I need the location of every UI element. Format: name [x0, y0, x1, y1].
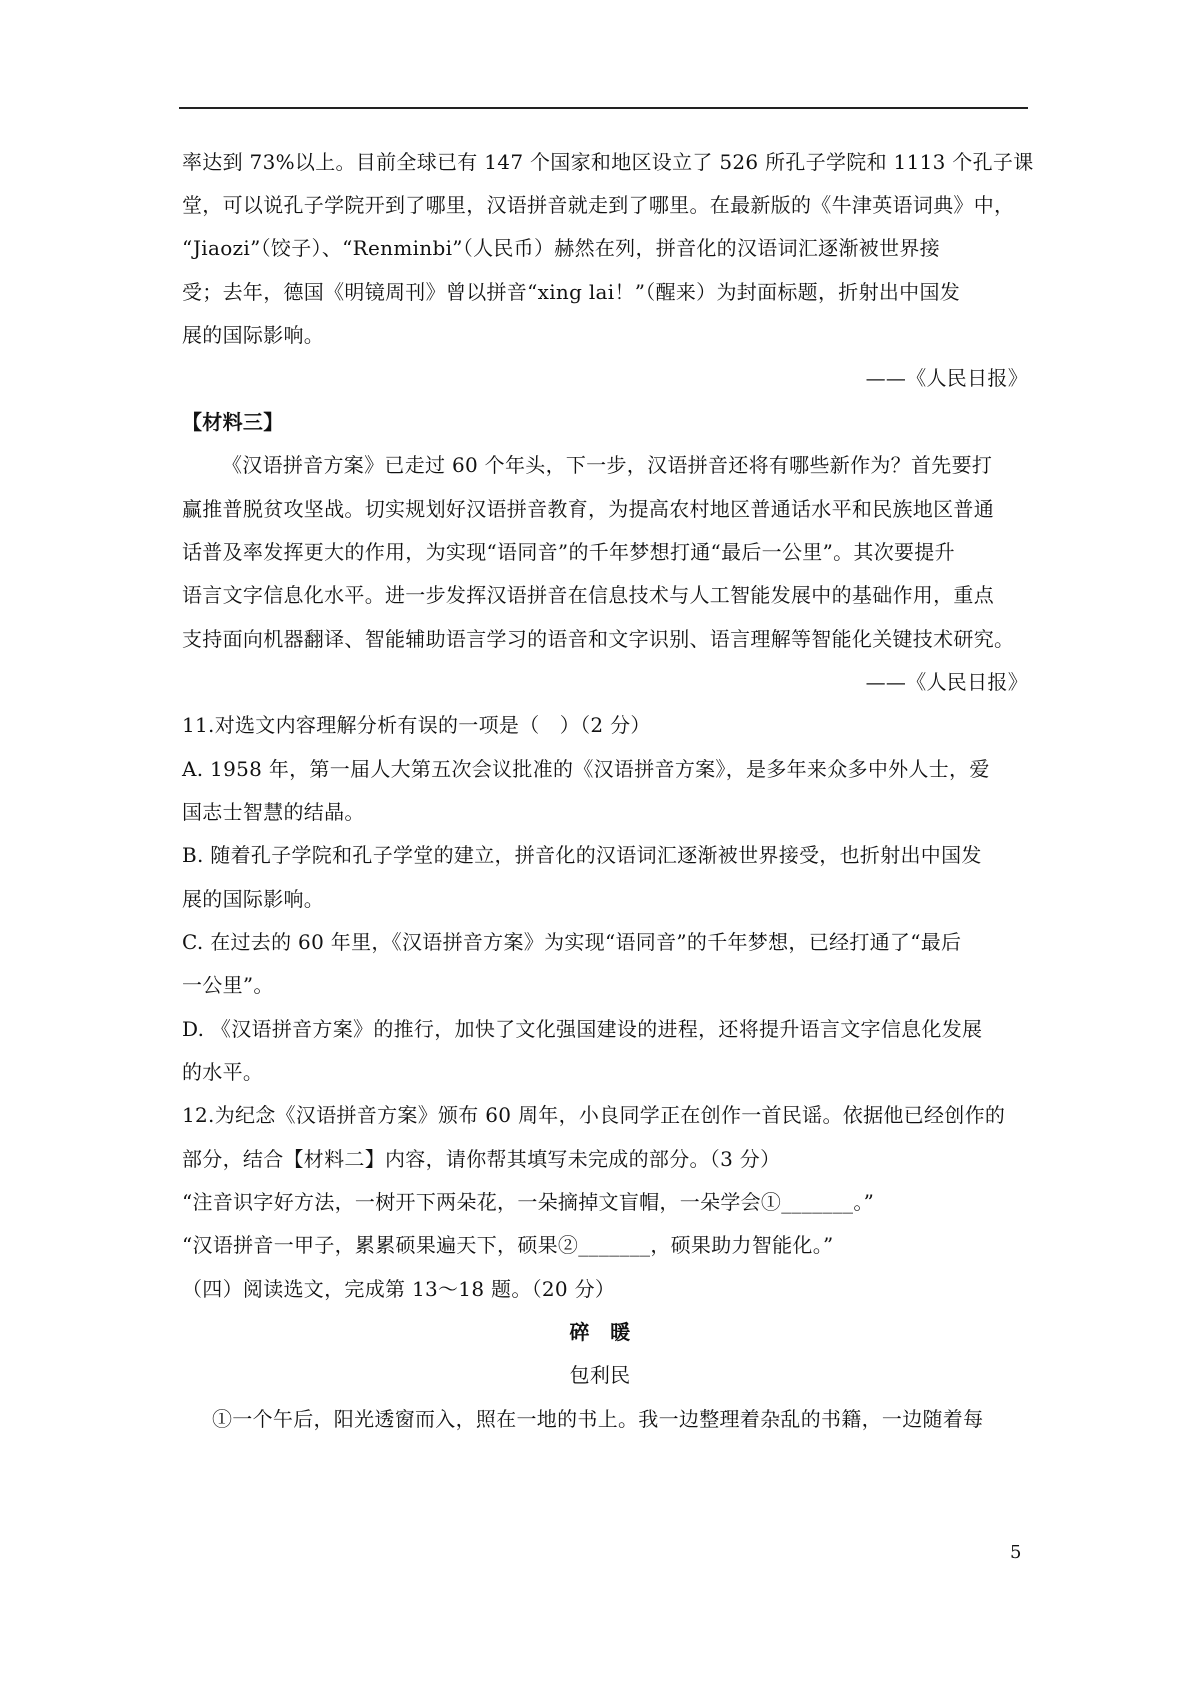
- option-b-cont: 展的国际影响。: [182, 887, 325, 911]
- section-heading: 【材料三】: [182, 410, 284, 434]
- article-title: 碎 暖: [569, 1320, 631, 1344]
- option-a: A. 1958 年，第一届人大第五次会议批准的《汉语拼音方案》，是多年来众多中外人士，爱: [182, 757, 990, 781]
- paragraph-line: 受；去年，德国《明镜周刊》曾以拼音“xing lai！”（醒来）为封面标题，折射出中国发: [182, 280, 961, 304]
- paragraph-line: 《汉语拼音方案》已走过 60 个年头，下一步，汉语拼音还将有哪些新作为？首先要打: [222, 453, 993, 477]
- option-c-cont: 一公里”。: [182, 973, 274, 997]
- paragraph-line: 率达到 73%以上。目前全球已有 147 个国家和地区设立了 526 所孔子学院和 1113 个孔子课: [182, 150, 1034, 174]
- paragraph-line: 展的国际影响。: [182, 323, 325, 347]
- paragraph-line: 堂，可以说孔子学院开到了哪里，汉语拼音就走到了哪里。在最新版的《牛津英语词典》中，: [182, 193, 1015, 217]
- option-a-cont: 国志士智慧的结晶。: [182, 800, 365, 824]
- section-instruction: （四）阅读选文，完成第 13～18 题。（20 分）: [182, 1277, 616, 1301]
- question-11: 11.对选文内容理解分析有误的一项是（ ）（2 分）: [182, 713, 651, 737]
- paragraph-line: 语言文字信息化水平。进一步发挥汉语拼音在信息技术与人工智能发展中的基础作用，重点: [182, 583, 994, 607]
- question-12: 12.为纪念《汉语拼音方案》颁布 60 周年，小良同学正在创作一首民谣。依据他已经创作的: [182, 1103, 1006, 1127]
- paragraph-line: 话普及率发挥更大的作用，为实现“语同音”的千年梦想打通“最后一公里”。其次要提升: [182, 540, 955, 564]
- header-rule: [179, 107, 1028, 109]
- source-citation: ——《人民日报》: [865, 366, 1028, 390]
- paragraph-line: 赢推普脱贫攻坚战。切实规划好汉语拼音教育，为提高农村地区普通话水平和民族地区普通: [182, 497, 994, 521]
- page-number: 5: [1010, 1542, 1022, 1563]
- paragraph-line: 支持面向机器翻译、智能辅助语言学习的语音和文字识别、语言理解等智能化关键技术研究。: [182, 627, 1015, 651]
- article-author: 包利民: [569, 1363, 631, 1387]
- source-citation: ——《人民日报》: [865, 670, 1028, 694]
- ballad-line-2: “汉语拼音一甲子，累累硕果遍天下，硕果②_______，硕果助力智能化。”: [182, 1233, 834, 1257]
- option-d: D. 《汉语拼音方案》的推行，加快了文化强国建设的进程，还将提升语言文字信息化发展: [182, 1017, 983, 1041]
- option-b: B. 随着孔子学院和孔子学堂的建立，拼音化的汉语词汇逐渐被世界接受，也折射出中国发: [182, 843, 982, 867]
- option-d-cont: 的水平。: [182, 1060, 264, 1084]
- ballad-line-1: “注音识字好方法，一树开下两朵花，一朵摘掉文盲帽，一朵学会①_______。”: [182, 1190, 875, 1214]
- paragraph-line: “Jiaozi”（饺子）、“Renminbi”（人民币）赫然在列，拼音化的汉语词汇逐渐被世界接: [182, 236, 940, 260]
- question-12-cont: 部分，结合【材料二】内容，请你帮其填写未完成的部分。（3 分）: [182, 1147, 781, 1171]
- option-c: C. 在过去的 60 年里，《汉语拼音方案》为实现“语同音”的千年梦想，已经打通了“最后: [182, 930, 962, 954]
- paragraph-line: ①一个午后，阳光透窗而入，照在一地的书上。我一边整理着杂乱的书籍，一边随着每: [212, 1407, 984, 1431]
